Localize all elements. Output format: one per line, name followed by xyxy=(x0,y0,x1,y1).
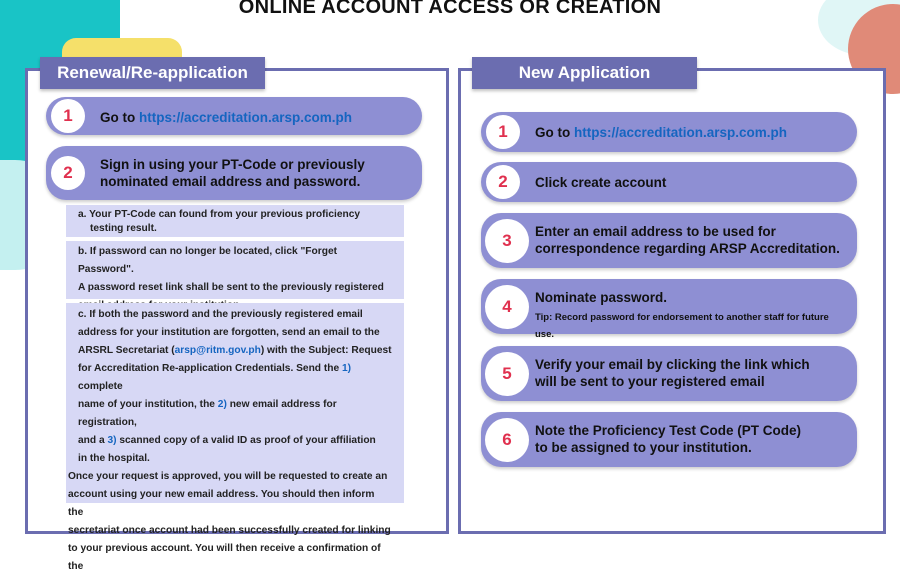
note-text: for Accreditation Re-application Credentials. Send the 1) complete xyxy=(78,363,352,392)
note-text: name of your institution, the 2) new email address for registration, xyxy=(78,399,337,428)
secretariat-email-link[interactable]: arsp@ritm.gov.ph xyxy=(174,345,261,356)
step-number: 5 xyxy=(485,352,529,396)
step-number: 4 xyxy=(485,285,529,329)
note-a xyxy=(66,205,404,237)
note-text: b. If password can no longer be located, click "Forget Password". xyxy=(78,246,338,275)
note-c xyxy=(66,303,404,572)
new-step-3 xyxy=(481,213,857,268)
step-text: Go to xyxy=(100,110,139,125)
note-text: c. If both the password and the previously registered email xyxy=(78,309,363,320)
note-text: secretariat once account had been successfully created for linking xyxy=(68,525,391,536)
note-text: in the hospital. xyxy=(78,453,150,464)
step-text-line: Verify your email by clicking the link which xyxy=(535,357,810,372)
step-text-line: Nominate password. xyxy=(535,290,668,305)
note-text: a. Your PT-Code can found from your previous proficiency xyxy=(78,209,361,220)
step-number: 2 xyxy=(486,165,520,199)
tab-renewal: Renewal/Re-application xyxy=(40,57,265,89)
step-text-line: nominated email address and password. xyxy=(100,174,361,189)
accreditation-link[interactable]: https://accreditation.arsp.com.ph xyxy=(574,125,788,140)
note-text: A password reset link shall be sent to the previously registered xyxy=(78,282,384,293)
step-text-line: will be sent to your registered email xyxy=(535,374,765,389)
step-text-line: Note the Proficiency Test Code (PT Code) xyxy=(535,423,802,438)
step-text: Go to xyxy=(535,125,574,140)
new-step-5 xyxy=(481,346,857,401)
step-number: 1 xyxy=(486,115,520,149)
renewal-step-1 xyxy=(46,97,422,135)
step-text-line: Sign in using your PT-Code or previously xyxy=(100,157,365,172)
tip-text: Tip: Record password for endorsement to another staff for future use. xyxy=(535,312,829,340)
note-text: address for your institution are forgotten, send an email to the xyxy=(78,327,380,338)
step-number: 6 xyxy=(485,418,529,462)
accreditation-link[interactable]: https://accreditation.arsp.com.ph xyxy=(139,110,353,125)
note-b xyxy=(66,241,404,299)
step-text-line: Enter an email address to be used for xyxy=(535,224,776,239)
tab-new-application: New Application xyxy=(472,57,697,89)
step-number: 3 xyxy=(485,219,529,263)
note-text: Once your request is approved, you will be requested to create an xyxy=(68,471,388,482)
new-step-1 xyxy=(481,112,857,152)
step-text-line: correspondence regarding ARSP Accreditation. xyxy=(535,241,840,256)
page-title: ONLINE ACCOUNT ACCESS OR CREATION xyxy=(238,0,662,18)
new-step-2 xyxy=(481,162,857,202)
note-text: testing result. xyxy=(90,223,157,234)
note-text: account using your new email address. You should then inform the xyxy=(68,489,375,518)
new-step-6 xyxy=(481,412,857,467)
note-text: to your previous account. You will then receive a confirmation of the xyxy=(68,543,381,572)
new-step-4 xyxy=(481,279,857,340)
step-number: 1 xyxy=(51,99,85,133)
step-number: 2 xyxy=(51,156,85,190)
note-text: and a 3) scanned copy of a valid ID as proof of your affiliation xyxy=(78,435,376,446)
note-text: ARSRL Secretariat (arsp@ritm.gov.ph) with the Subject: Request xyxy=(78,345,392,356)
renewal-step-2 xyxy=(46,146,422,200)
step-text: Click create account xyxy=(535,175,667,190)
step-text-line: to be assigned to your institution. xyxy=(535,440,752,455)
